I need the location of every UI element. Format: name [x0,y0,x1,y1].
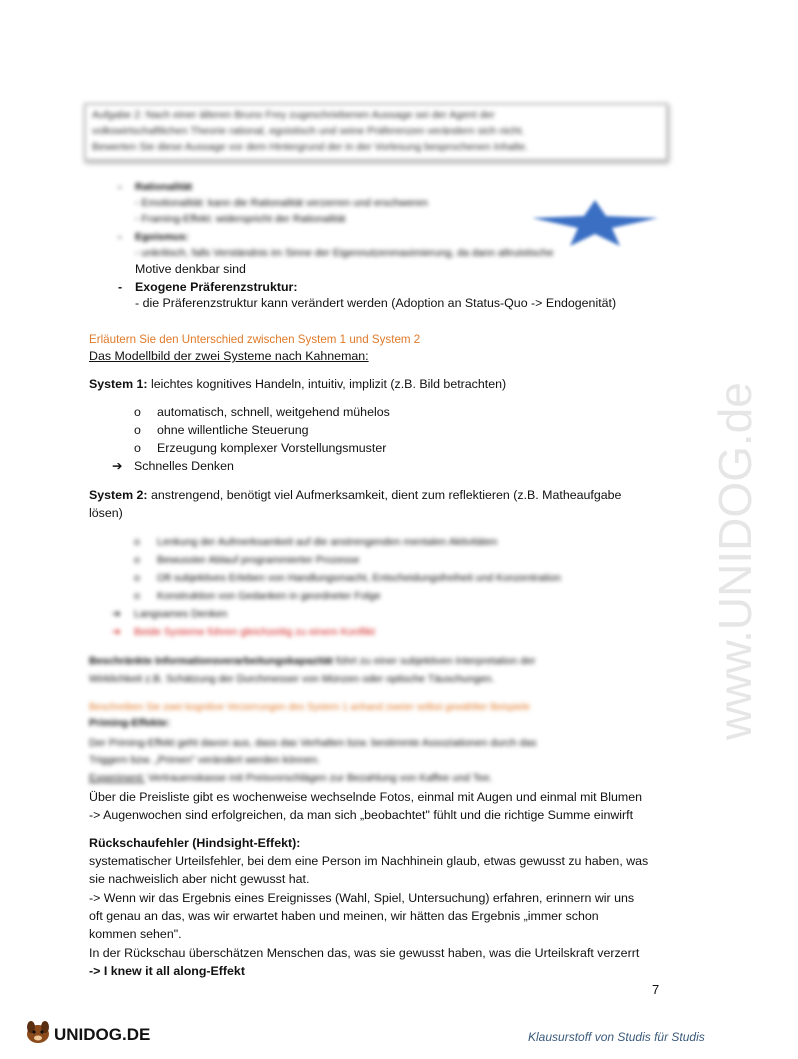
hindsight-prefix: -> [89,964,104,978]
dog-logo-icon [22,1014,162,1048]
priming-title: Priming-Effekte: [89,717,171,729]
experiment-line [89,771,493,786]
exo-title: Exogene Präferenzstruktur: [135,280,298,294]
experiment-text: Vertrauenskasse mit Preisvorschlägen zur Bezahlung von Kaffee und Tee. [145,772,493,784]
system2-item: Oft subjektives Erleben von Handlungsmacht, Entscheidungsfreiheit und Konzentration [157,572,561,584]
priming-line: Der Priming-Effekt geht davon aus, dass das Verhalten bzw. bestimmte Assoziationen durch das [89,737,537,749]
system2-line-cont: lösen) [89,506,123,520]
rationality-line: - Framing-Effekt: widerspricht der Rationalität [135,213,346,225]
hindsight-line: oft genau an das, was wir erwartet haben und meinen, wir hätten das Ergebnis „immer schon [89,909,599,923]
system2-item: Konstruktion von Gedanken in geordneter Folge [157,590,381,602]
egoism-line: - unkritisch, falls Verständnis im Sinne der Eigennutzenmaximierung, da dann altruistische [135,247,554,259]
system1-conclusion: Schnelles Denken [134,459,234,473]
system-conflict: Beide Systeme führen gleichzeitig zu einem Konflikt [134,626,376,638]
watermark [628,280,798,750]
watermark-text: www.UNIDOG.de [709,382,761,740]
rationality-title: Rationalität [135,181,193,193]
bullet-dash: - [118,231,122,243]
priming-line: Über die Preisliste gibt es wochenweise wechselnde Fotos, einmal mit Augen und einmal mit Blumen [89,790,643,804]
exo-line: - die Präferenzstruktur kann verändert werden (Adoption an Status-Quo -> Endogenität) [135,296,617,310]
experiment-label: Experiment: [89,772,146,784]
hindsight-title: Rückschaufehler (Hindsight-Effekt): [89,836,301,850]
hindsight-line: -> Wenn wir das Ergebnis eines Ereignisses (Wahl, Spiel, Untersuchung) erfahren, erinnern wir uns [89,891,635,905]
list-bullet: o [134,572,140,584]
list-bullet: o [134,405,141,419]
bullet-dash: - [118,280,123,294]
task-line: volkswirtschaftlichen Theorie rational, egoistisch und seine Präferenzen verändern sich nicht. [92,125,525,137]
system1-text: leichtes kognitives Handeln, intuitiv, implizit (z.B. Bild betrachten) [147,377,507,391]
list-bullet: o [134,423,141,437]
capacity-line-cont: Wirklichkeit z.B. Schätzung der Durchmesser von Münzen oder optische Täuschungen. [89,673,495,685]
system1-item: automatisch, schnell, weitgehend mühelos [157,405,390,419]
list-bullet: o [134,441,141,455]
system2-text: anstrengend, benötigt viel Aufmerksamkeit, dient zum reflektieren (z.B. Matheaufgabe [147,488,622,502]
system2-item: Lenkung der Aufmerksamkeit auf die anstrengenden mentalen Aktivitäten [157,536,498,548]
priming-line: Triggern bzw. „Primen" verändert werden können. [89,754,320,766]
capacity-text: führt zu einer subjektiven Interpretation der [332,655,536,667]
egoism-title: Egoismus: [135,231,189,243]
arrow-right-icon: ➔ [112,608,121,620]
system2-label: System 2: [89,488,148,502]
system2-item: Bewusster Ablauf programmierter Prozesse [157,554,360,566]
hindsight-line: In der Rückschau überschätzen Menschen das, was sie gewusst haben, was die Urteilskraft verzerrt [89,946,640,960]
arrow-right-icon: ➔ [112,626,121,638]
star-icon [532,200,658,246]
hindsight-line: systematischer Urteilsfehler, bei dem eine Person im Nachhinein glaub, etwas gewusst zu haben, was [89,854,649,868]
list-bullet: o [134,554,140,566]
system2-conclusion: Langsames Denken [134,608,228,620]
question-system: Erläutern Sie den Unterschied zwischen System 1 und System 2 [89,333,421,346]
task-line: Bewerten Sie diese Aussage vor dem Hintergrund der in der Vorlesung besprochenen Inhalte. [92,141,529,153]
arrow-right-icon: ➔ [112,459,123,473]
system2-line [89,488,621,503]
rationality-line: - Emotionalität: kann die Rationalität verzerren und erschweren [135,197,428,209]
task-box [84,103,668,161]
task-line: Aufgabe 2: Nach einer älteren Bruno Frey zugeschriebenen Aussage sei der Agent der [92,109,495,121]
list-bullet: o [134,536,140,548]
question-bias: Beschreiben Sie zwei kognitive Verzerrungen des System 1 anhand zweier selbst gewählter Beispiele [89,702,531,713]
hindsight-line [89,964,245,979]
page-number: 7 [652,982,660,997]
system1-line [89,377,506,392]
bullet-dash: - [118,181,122,193]
footer-logo [22,1014,162,1048]
system1-label: System 1: [89,377,148,391]
footer-tagline: Klausurstoff von Studis für Studis [528,1030,705,1044]
system1-item: Erzeugung komplexer Vorstellungsmuster [157,441,387,455]
priming-line: -> Augenwochen sind erfolgreichen, da man sich „beobachtet" fühlt und die richtige Summe einwirft [89,808,634,822]
hindsight-line: kommen sehen". [89,927,182,941]
model-heading: Das Modellbild der zwei Systeme nach Kahneman: [89,349,369,363]
capacity-bold: Beschränkte Informationsverarbeitungskapazität [89,655,333,667]
hindsight-effect: I knew it all along-Effekt [103,964,245,978]
list-bullet: o [134,590,140,602]
system1-item: ohne willentliche Steuerung [157,423,309,437]
capacity-line [89,654,535,669]
logo-text: UNIDOG.DE [54,1025,151,1044]
hindsight-line: sie nachweislich aber nicht gewusst hat. [89,872,310,886]
egoism-line: Motive denkbar sind [135,262,246,276]
